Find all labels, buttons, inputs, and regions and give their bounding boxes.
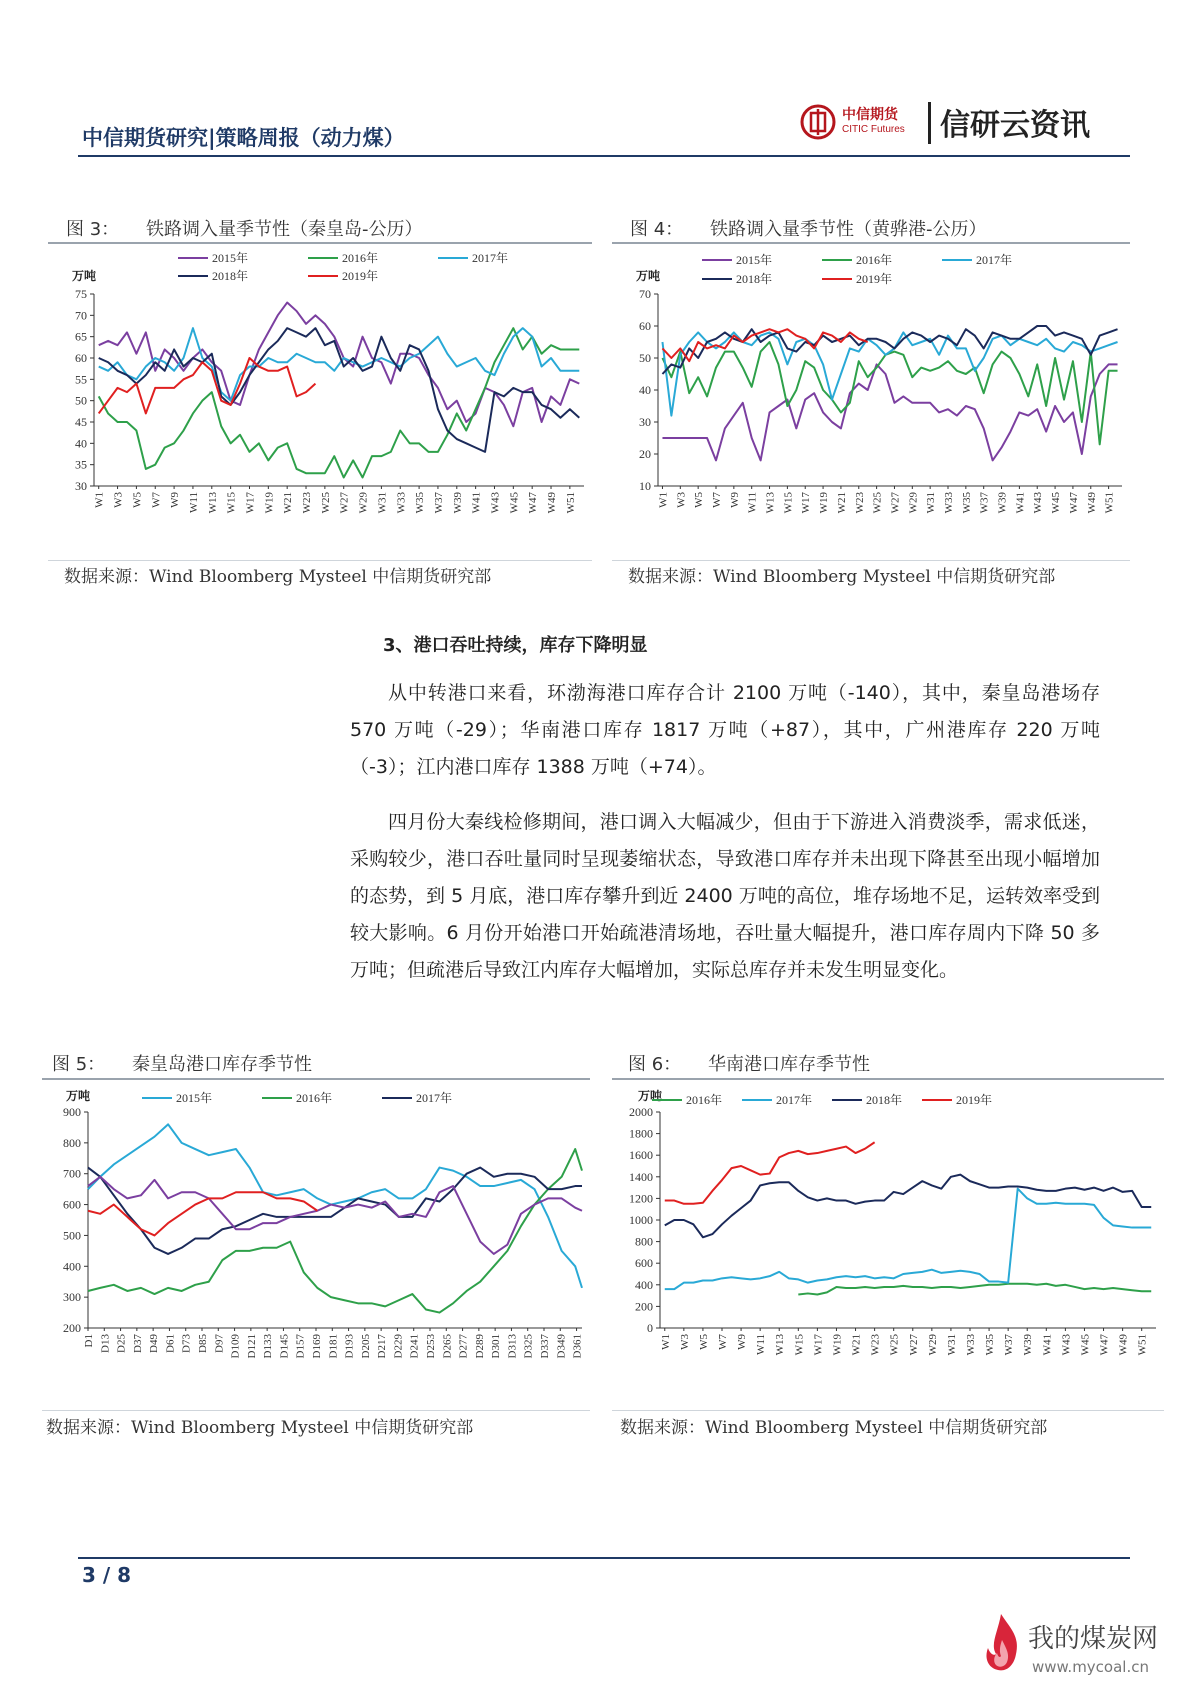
fig3-series-2019年 <box>99 358 316 413</box>
fig3-x-tick-label: W37 <box>432 492 445 514</box>
logo-brand-en: CITIC Futures <box>842 124 905 135</box>
figure-6-bottom-rule <box>612 1410 1164 1411</box>
fig3-x-tick-label: W49 <box>546 492 559 514</box>
fig5-x-tick-label: D361 <box>571 1334 584 1359</box>
fig5-x-tick-label: D313 <box>506 1334 519 1359</box>
fig5-x-tick-label: D325 <box>522 1334 535 1359</box>
fig6-x-tick-label: W13 <box>774 1334 787 1356</box>
fig4-series-2018年 <box>662 326 1117 374</box>
figure-4-caption: 铁路调入量季节性（黄骅港-公历） <box>710 219 987 240</box>
fig6-x-tick-label: W11 <box>755 1334 768 1355</box>
figure-4-bottom-rule <box>612 560 1130 561</box>
fig6-x-tick-label: W23 <box>869 1334 882 1356</box>
figure-6-title <box>628 1050 870 1076</box>
fig5-x-tick-label: D181 <box>327 1334 340 1359</box>
fig5-x-tick-label: D145 <box>278 1334 291 1359</box>
fig3-svg <box>48 246 592 558</box>
fig3-y-tick-label: 30 <box>75 479 87 493</box>
fig6-x-tick-label: W9 <box>736 1334 749 1350</box>
fig3-x-tick-label: W43 <box>489 492 502 514</box>
fig4-x-tick-label: W29 <box>907 492 920 514</box>
figure-3-chart <box>48 246 592 558</box>
fig5-x-tick-label: D49 <box>148 1334 161 1353</box>
fig4-x-tick-label: W49 <box>1085 492 1098 514</box>
fig4-legend-label: 2015年 <box>736 253 773 267</box>
fig6-x-tick-label: W1 <box>659 1334 672 1350</box>
fig6-y-tick-label: 1200 <box>629 1191 653 1206</box>
figure-3-top-rule <box>48 242 592 244</box>
fig4-x-tick-label: W51 <box>1103 492 1116 514</box>
fig4-series-2015年 <box>662 364 1117 460</box>
fig5-x-tick-label: D73 <box>180 1334 193 1353</box>
fig6-x-tick-label: W47 <box>1098 1334 1111 1356</box>
fig5-x-tick-label: D97 <box>213 1334 226 1353</box>
fig5-legend-label: 2016年 <box>296 1091 333 1105</box>
fig3-y-tick-label: 75 <box>75 287 87 301</box>
fig5-x-tick-label: D349 <box>555 1334 568 1359</box>
fig5-x-tick-label: D265 <box>441 1334 454 1359</box>
paragraph-inventory-summary: 从中转港口来看，环渤海港口库存合计 2100 万吨（-140），其中，秦皇岛港场存 570 万吨（-29）；华南港口库存 1817 万吨（+87），其中，广州港库存 220 万吨（-3）；江内港口库存 1388 万吨（+74）。 <box>350 682 1100 778</box>
fig5-y-tick-label: 800 <box>63 1135 81 1150</box>
fig3-legend-label: 2015年 <box>212 251 249 265</box>
fig3-y-tick-label: 65 <box>75 329 87 344</box>
fig5-x-tick-label: D217 <box>376 1334 389 1359</box>
fig6-legend-label: 2017年 <box>776 1093 813 1107</box>
figure-5-bottom-rule <box>42 1410 590 1411</box>
figure-4-top-rule <box>612 242 1130 244</box>
fig4-x-tick-label: W39 <box>996 492 1009 514</box>
fig6-x-tick-label: W3 <box>678 1334 691 1350</box>
fig6-x-tick-label: W27 <box>907 1334 920 1356</box>
fig6-y-tick-label: 1800 <box>629 1126 653 1141</box>
figure-5-top-rule <box>42 1078 590 1080</box>
figure-4-title <box>630 215 987 241</box>
fig6-x-tick-label: W33 <box>965 1334 977 1356</box>
figure-4-chart <box>612 246 1130 558</box>
fig6-x-tick-label: W17 <box>812 1334 825 1356</box>
fig5-x-tick-label: D13 <box>99 1334 112 1353</box>
fig4-x-tick-label: W11 <box>746 492 759 513</box>
fig6-legend-label: 2016年 <box>686 1093 723 1107</box>
fig4-x-tick-label: W3 <box>675 492 688 508</box>
fig5-legend-label: 2015年 <box>176 1091 213 1105</box>
flame-logo-icon <box>976 1610 1026 1680</box>
fig6-x-tick-label: W49 <box>1117 1334 1130 1356</box>
fig3-x-tick-label: W21 <box>282 492 295 514</box>
fig6-x-tick-label: W39 <box>1022 1334 1035 1356</box>
fig5-y-tick-label: 400 <box>63 1259 81 1274</box>
fig5-y-tick-label: 900 <box>63 1105 81 1119</box>
fig4-y-unit-label: 万吨 <box>636 269 661 283</box>
fig3-legend-label: 2016年 <box>342 251 379 265</box>
fig5-x-tick-label: D85 <box>197 1334 209 1353</box>
section-heading: 3、港口吞吐持续，库存下降明显 <box>383 635 648 656</box>
fig4-y-tick-label: 40 <box>639 383 651 397</box>
fig4-y-tick-label: 50 <box>639 351 651 365</box>
fig3-x-tick-label: W25 <box>319 492 332 514</box>
fig3-y-tick-label: 45 <box>75 415 87 429</box>
fig3-y-tick-label: 60 <box>75 351 87 365</box>
report-header-title: 中信期货研究|策略周报（动力煤） <box>82 126 405 150</box>
fig4-legend-label: 2016年 <box>856 253 893 267</box>
fig4-x-tick-label: W7 <box>711 492 723 508</box>
fig3-y-tick-label: 35 <box>75 457 87 472</box>
logo-brand-cn: 中信期货 <box>842 106 898 122</box>
fig4-legend-label: 2018年 <box>736 272 773 286</box>
fig3-legend-label: 2018年 <box>212 269 249 283</box>
figure-6-chart <box>612 1082 1164 1408</box>
fig4-legend-label: 2017年 <box>976 253 1013 267</box>
figure-4-source: 数据来源：Wind Bloomberg Mysteel 中信期货研究部 <box>628 567 1056 587</box>
fig4-x-tick-label: W9 <box>728 492 741 508</box>
fig6-y-tick-label: 1000 <box>629 1213 653 1227</box>
figure-3-title <box>66 215 423 241</box>
figure-5-number: 图 5： <box>52 1054 106 1075</box>
fig5-x-tick-label: D25 <box>115 1334 128 1353</box>
fig4-x-tick-label: W47 <box>1067 492 1080 514</box>
fig6-y-tick-label: 400 <box>635 1277 653 1292</box>
fig5-x-tick-label: D277 <box>457 1334 470 1359</box>
fig5-x-tick-label: D121 <box>245 1334 258 1359</box>
fig5-y-tick-label: 700 <box>63 1166 81 1181</box>
figure-3-source: 数据来源：Wind Bloomberg Mysteel 中信期货研究部 <box>64 567 492 587</box>
fig5-x-tick-label: D1 <box>83 1334 95 1348</box>
fig3-x-tick-label: W39 <box>451 492 464 514</box>
fig6-y-tick-label: 200 <box>635 1299 653 1314</box>
figure-5-source: 数据来源：Wind Bloomberg Mysteel 中信期货研究部 <box>46 1418 474 1438</box>
fig6-series-2019年 <box>665 1142 875 1204</box>
fig4-y-tick-label: 30 <box>639 415 651 429</box>
fig4-x-tick-label: W13 <box>764 492 777 514</box>
fig3-x-tick-label: W29 <box>357 492 370 514</box>
fig3-x-tick-label: W47 <box>527 492 540 514</box>
fig4-x-tick-label: W23 <box>853 492 866 514</box>
fig4-x-tick-label: W17 <box>800 492 813 514</box>
fig6-y-tick-label: 1600 <box>629 1148 653 1163</box>
fig4-series-2016年 <box>662 342 1117 444</box>
fig5-x-tick-label: D169 <box>311 1334 323 1359</box>
fig4-x-tick-label: W19 <box>818 492 831 514</box>
watermark-brand: 我的煤炭网 <box>1028 1624 1159 1654</box>
logo-divider <box>928 102 931 144</box>
figure-6-source: 数据来源：Wind Bloomberg Mysteel 中信期货研究部 <box>620 1418 1048 1438</box>
fig5-x-tick-label: D289 <box>473 1334 486 1359</box>
fig6-x-tick-label: W35 <box>984 1334 997 1356</box>
fig6-x-tick-label: W7 <box>717 1334 729 1350</box>
figure-6-number: 图 6： <box>628 1054 682 1075</box>
fig3-x-tick-label: W17 <box>244 492 257 514</box>
mycoal-watermark <box>976 1610 1186 1690</box>
fig3-x-tick-label: W41 <box>470 492 483 514</box>
fig4-x-tick-label: W15 <box>782 492 795 514</box>
fig4-y-tick-label: 10 <box>639 479 651 493</box>
figure-6-caption: 华南港口库存季节性 <box>708 1054 870 1075</box>
fig6-x-tick-label: W19 <box>831 1334 844 1356</box>
fig3-y-unit-label: 万吨 <box>72 269 97 283</box>
fig4-x-tick-label: W45 <box>1050 492 1063 514</box>
fig6-x-tick-label: W45 <box>1079 1334 1092 1356</box>
fig6-y-tick-label: 2000 <box>629 1105 653 1119</box>
citic-seal-icon <box>800 104 836 140</box>
figure-3-number: 图 3： <box>66 219 120 240</box>
figure-4-number: 图 4： <box>630 219 684 240</box>
fig6-x-tick-label: W15 <box>793 1334 806 1356</box>
fig3-y-tick-label: 50 <box>75 393 87 408</box>
fig4-x-tick-label: W37 <box>978 492 991 514</box>
fig4-svg <box>612 246 1130 558</box>
fig6-x-tick-label: W29 <box>926 1334 939 1356</box>
fig4-y-tick-label: 20 <box>639 447 651 461</box>
fig4-legend-label: 2019年 <box>856 272 893 286</box>
fig5-y-unit-label: 万吨 <box>66 1089 91 1103</box>
fig4-y-tick-label: 60 <box>639 319 651 333</box>
fig3-x-tick-label: W1 <box>93 492 106 508</box>
fig6-y-tick-label: 600 <box>635 1256 653 1271</box>
figure-6-top-rule <box>612 1078 1164 1080</box>
fig3-legend-label: 2017年 <box>472 251 509 265</box>
figure-3-caption: 铁路调入量季节性（秦皇岛-公历） <box>146 219 423 240</box>
fig4-x-tick-label: W31 <box>925 492 938 514</box>
fig5-x-tick-label: D229 <box>392 1334 405 1359</box>
fig3-x-tick-label: W51 <box>564 492 577 514</box>
fig3-y-tick-label: 70 <box>75 308 87 323</box>
fig6-x-tick-label: W5 <box>697 1334 710 1350</box>
fig6-legend-label: 2019年 <box>956 1093 993 1107</box>
fig5-x-tick-label: D205 <box>359 1334 372 1359</box>
fig3-x-tick-label: W7 <box>150 492 163 508</box>
figure-5-caption: 秦皇岛港口库存季节性 <box>132 1054 312 1075</box>
fig4-x-tick-label: W5 <box>693 492 706 508</box>
fig6-x-tick-label: W37 <box>1003 1334 1016 1356</box>
fig4-x-tick-label: W33 <box>943 492 955 514</box>
fig4-y-tick-label: 70 <box>639 287 651 301</box>
fig5-x-tick-label: D37 <box>131 1334 144 1353</box>
fig3-x-tick-label: W13 <box>206 492 219 514</box>
fig4-x-tick-label: W25 <box>871 492 884 514</box>
fig5-x-tick-label: D133 <box>262 1334 275 1359</box>
fig6-y-tick-label: 800 <box>635 1234 653 1249</box>
fig6-x-tick-label: W21 <box>850 1334 863 1356</box>
fig3-x-tick-label: W35 <box>414 492 427 514</box>
figure-5-chart <box>42 1082 590 1408</box>
fig5-x-tick-label: D301 <box>490 1334 503 1359</box>
brand-logo <box>800 100 1135 150</box>
footer-rule <box>78 1557 1130 1559</box>
fig5-legend-label: 2017年 <box>416 1091 453 1105</box>
fig6-y-unit-label: 万吨 <box>638 1089 663 1103</box>
fig6-series-2016年 <box>798 1284 1151 1295</box>
fig5-x-tick-label: D337 <box>539 1334 551 1359</box>
fig6-legend-label: 2018年 <box>866 1093 903 1107</box>
fig5-x-tick-label: D61 <box>164 1334 177 1353</box>
fig6-y-tick-label: 0 <box>647 1321 653 1335</box>
fig5-x-tick-label: D253 <box>425 1334 437 1359</box>
fig6-series-2017年 <box>665 1189 1151 1289</box>
fig5-series-紫色(未标注) <box>88 1177 582 1254</box>
fig5-y-tick-label: 300 <box>63 1290 81 1305</box>
fig3-y-tick-label: 55 <box>75 372 87 387</box>
fig6-x-tick-label: W43 <box>1060 1334 1073 1356</box>
page-number: 3 / 8 <box>82 1563 132 1587</box>
fig5-svg <box>42 1082 590 1408</box>
fig5-x-tick-label: D193 <box>343 1334 356 1359</box>
fig3-x-tick-label: W33 <box>395 492 408 514</box>
fig3-x-tick-label: W9 <box>169 492 182 508</box>
fig4-x-tick-label: W35 <box>960 492 973 514</box>
fig3-y-tick-label: 40 <box>75 436 87 451</box>
fig5-x-tick-label: D109 <box>229 1334 242 1359</box>
fig3-x-tick-label: W31 <box>376 492 389 514</box>
fig3-x-tick-label: W19 <box>263 492 276 514</box>
logo-brand-secondary: 信研云资讯 <box>940 108 1090 143</box>
fig6-svg <box>612 1082 1164 1408</box>
fig3-x-tick-label: W45 <box>508 492 521 514</box>
fig3-legend-label: 2019年 <box>342 269 379 283</box>
fig6-x-tick-label: W41 <box>1041 1334 1054 1356</box>
figure-5-title <box>52 1050 312 1076</box>
fig5-x-tick-label: D157 <box>294 1334 307 1359</box>
fig5-y-tick-label: 500 <box>63 1228 81 1243</box>
fig6-x-tick-label: W51 <box>1136 1334 1149 1356</box>
fig5-y-tick-label: 600 <box>63 1197 81 1212</box>
fig4-x-tick-label: W1 <box>657 492 670 508</box>
fig3-x-tick-label: W27 <box>338 492 351 514</box>
fig5-x-tick-label: D241 <box>408 1334 421 1359</box>
fig6-series-2018年 <box>665 1175 1151 1238</box>
fig3-x-tick-label: W11 <box>187 492 200 513</box>
fig4-x-tick-label: W43 <box>1032 492 1045 514</box>
fig5-series-红色(未标注) <box>88 1192 317 1235</box>
fig3-x-tick-label: W23 <box>301 492 314 514</box>
fig4-x-tick-label: W27 <box>889 492 902 514</box>
fig6-x-tick-label: W31 <box>945 1334 958 1356</box>
header-rule <box>78 155 1130 157</box>
figure-3-bottom-rule <box>48 560 592 561</box>
fig6-y-tick-label: 1400 <box>629 1169 653 1184</box>
fig6-x-tick-label: W25 <box>888 1334 901 1356</box>
fig5-y-tick-label: 200 <box>63 1321 81 1335</box>
fig3-x-tick-label: W5 <box>131 492 144 508</box>
fig3-series-2016年 <box>99 328 580 477</box>
fig3-x-tick-label: W15 <box>225 492 238 514</box>
fig4-x-tick-label: W41 <box>1014 492 1027 514</box>
watermark-url: www.mycoal.cn <box>1032 1658 1149 1676</box>
fig4-x-tick-label: W21 <box>835 492 848 514</box>
fig3-x-tick-label: W3 <box>112 492 125 508</box>
paragraph-inventory-analysis: 四月份大秦线检修期间，港口调入大幅减少，但由于下游进入消费淡季，需求低迷，采购较少，港口吞吐量同时呈现萎缩状态，导致港口库存并未出现下降甚至出现小幅增加的态势，到 5 月底，港口库存攀升到近 2400 万吨的高位，堆存场地不足，运转效率受到较大影响。6 月份开始港口开始疏港清场地，吞吐量大幅提升，港口库存周内下降 50 多万吨；但疏港后导致江内库存大幅增加，实际总库存并未发生明显变化。 <box>350 811 1100 981</box>
